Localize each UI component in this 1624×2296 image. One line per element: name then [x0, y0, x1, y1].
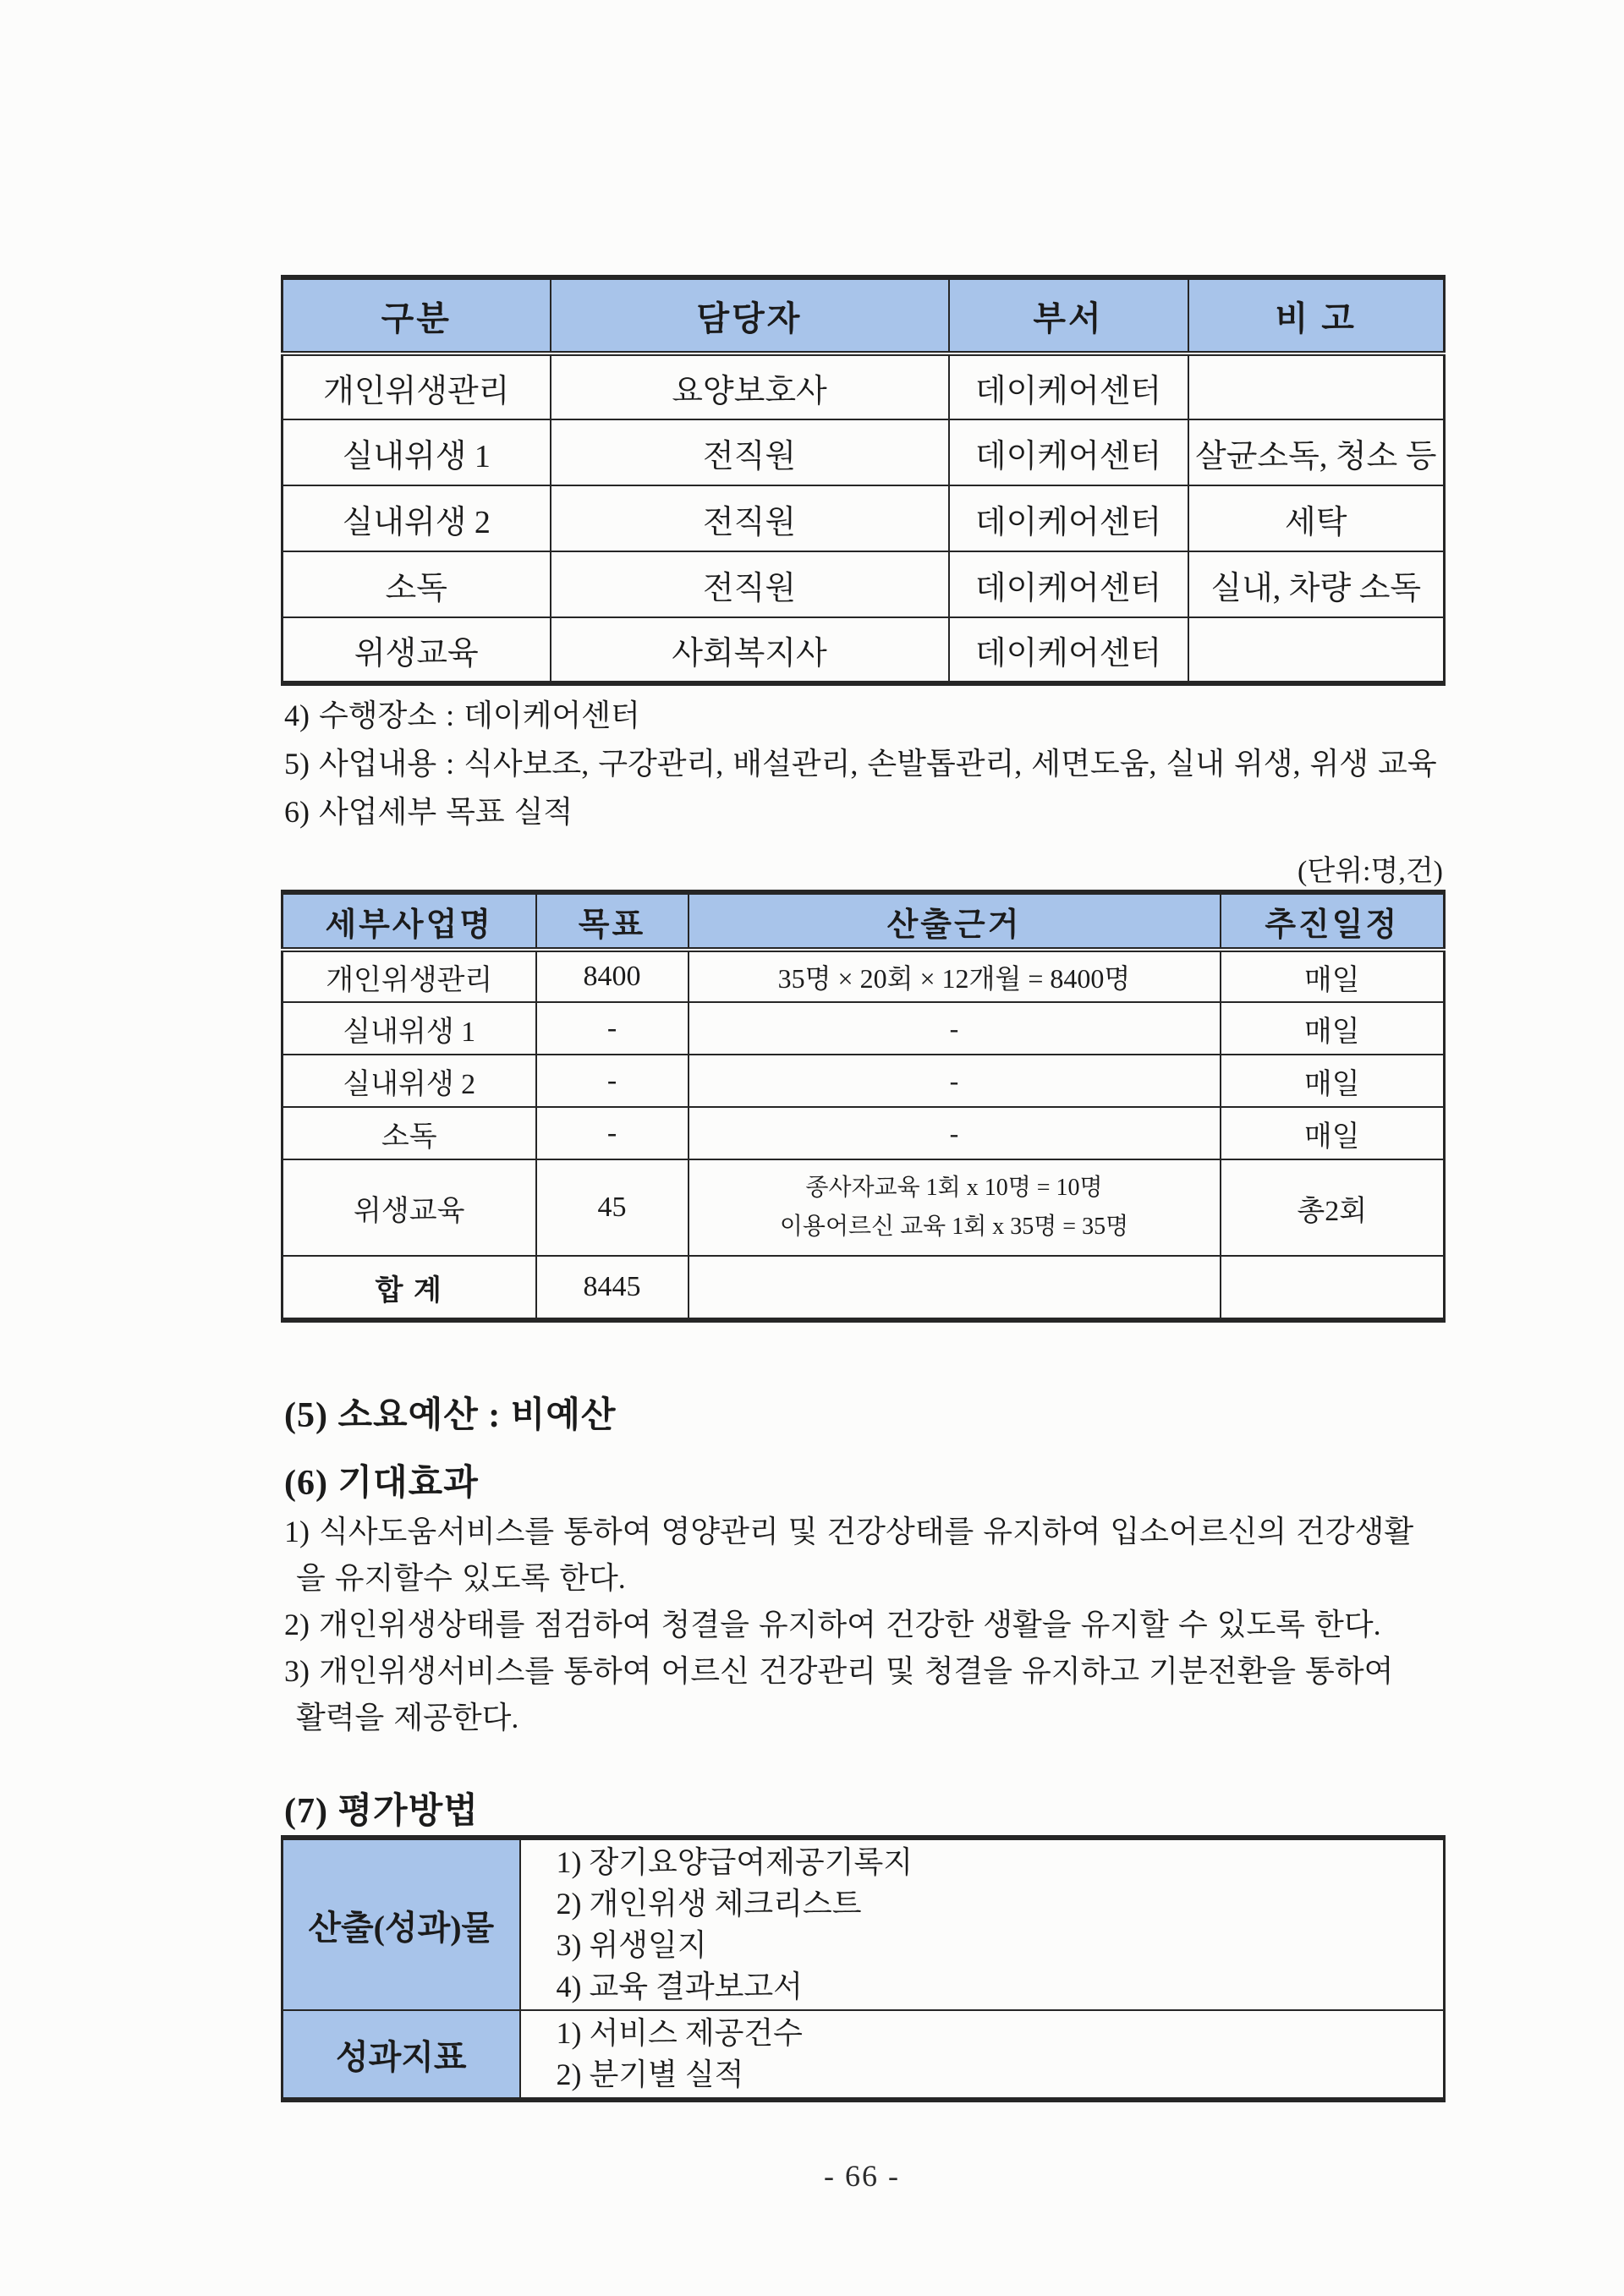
- col-header-remarks: 비 고: [1188, 277, 1445, 353]
- table-row-total: [283, 1256, 1445, 1320]
- goal-performance-table: [281, 890, 1446, 1323]
- col-header-schedule: 추진일정: [1221, 892, 1445, 950]
- table-cell-basis: -: [689, 1002, 1221, 1055]
- table-cell-basis: 35명 × 20회 × 12개월 = 8400명: [689, 950, 1221, 1002]
- table-cell: 소독: [283, 1107, 536, 1159]
- table-row: [283, 1107, 1445, 1159]
- col-header-subprogram: 세부사업명: [283, 892, 536, 950]
- table-cell: 위생교육: [283, 1159, 536, 1256]
- table-cell: 데이케어센터: [949, 617, 1188, 683]
- table-cell: 살균소독, 청소 등: [1188, 419, 1445, 485]
- evaluation-method-table: [281, 1835, 1446, 2102]
- table-row: [283, 1002, 1445, 1055]
- table-cell: [1188, 353, 1445, 419]
- table-cell: 8400: [536, 950, 689, 1002]
- table-cell: 실내, 차량 소독: [1188, 551, 1445, 617]
- table-cell-indicators-label: 성과지표: [283, 2010, 520, 2100]
- notes-list: [284, 692, 1485, 836]
- table-cell-basis: -: [689, 1107, 1221, 1159]
- table-cell: 사회복지사: [551, 617, 949, 683]
- table-row: [283, 419, 1445, 485]
- table-cell: 매일: [1221, 950, 1445, 1002]
- item-line: 3) 위생일지: [556, 1928, 707, 1962]
- table-cell-indicators-items: [520, 2010, 1445, 2100]
- table-cell: -: [536, 1002, 689, 1055]
- table-cell-basis: -: [689, 1055, 1221, 1107]
- table-row-indicators: [283, 2010, 1445, 2100]
- paragraph-line: 3) 개인위생서비스를 통하여 어르신 건강관리 및 청결을 유지하고 기분전환을 통하여: [284, 1654, 1394, 1688]
- section-evaluation-title: (7) 평가방법: [284, 1792, 479, 1831]
- item-line: 4) 교육 결과보고서: [556, 1970, 803, 2003]
- section-effects-title: (6) 기대효과: [284, 1464, 479, 1503]
- table-cell: [1188, 617, 1445, 683]
- table-cell-outputs-items: [520, 1838, 1445, 2010]
- table-cell: 실내위생 1: [283, 1002, 536, 1055]
- paragraph-line: 활력을 제공한다.: [296, 1701, 519, 1734]
- table-cell-total-label: 합 계: [283, 1256, 536, 1320]
- paragraph-line: 2) 개인위생상태를 점검하여 청결을 유지하여 건강한 생활을 유지할 수 있도록 한다.: [284, 1608, 1381, 1641]
- table-cell: 전직원: [551, 485, 949, 551]
- table-header-row: [283, 277, 1445, 353]
- table-cell: 데이케어센터: [949, 551, 1188, 617]
- table-cell: 요양보호사: [551, 353, 949, 419]
- table-row: [283, 1159, 1445, 1256]
- table-cell: 데이케어센터: [949, 485, 1188, 551]
- table-cell: 데이케어센터: [949, 419, 1188, 485]
- basis-line: 종사자교육 1회 x 10명 = 10명: [805, 1175, 1103, 1201]
- section-budget-title: (5) 소요예산 : 비예산: [284, 1396, 617, 1435]
- paragraph-line: 1) 식사도움서비스를 통하여 영양관리 및 건강상태를 유지하여 입소어르신의 건강생활: [284, 1515, 1414, 1548]
- table-cell: 위생교육: [283, 617, 551, 683]
- table-header-row: [283, 892, 1445, 950]
- unit-note: (단위:명,건): [1298, 856, 1443, 887]
- table-row-outputs: [283, 1838, 1445, 2010]
- table-row: [283, 485, 1445, 551]
- table-row: [283, 1055, 1445, 1107]
- table-cell: [1221, 1256, 1445, 1320]
- table-cell: 데이케어센터: [949, 353, 1188, 419]
- note-line-goals: 6) 사업세부 목표 실적: [284, 795, 573, 829]
- table-cell: 소독: [283, 551, 551, 617]
- col-header-target: 목표: [536, 892, 689, 950]
- table-row: [283, 950, 1445, 1002]
- table-cell: 45: [536, 1159, 689, 1256]
- table-row: [283, 551, 1445, 617]
- note-line-location: 4) 수행장소 : 데이케어센터: [284, 699, 640, 732]
- table-cell: 실내위생 1: [283, 419, 551, 485]
- table-cell-outputs-label: 산출(성과)물: [283, 1838, 520, 2010]
- table-cell: 총2회: [1221, 1159, 1445, 1256]
- paragraph-line: 을 유지할수 있도록 한다.: [296, 1561, 626, 1595]
- table-row: [283, 353, 1445, 419]
- col-header-category: 구분: [283, 277, 551, 353]
- table-cell: 매일: [1221, 1002, 1445, 1055]
- table-cell: 세탁: [1188, 485, 1445, 551]
- item-line: 2) 분기별 실적: [556, 2058, 744, 2091]
- table-cell: 매일: [1221, 1055, 1445, 1107]
- table-cell: -: [536, 1107, 689, 1159]
- table-cell: 전직원: [551, 419, 949, 485]
- note-line-contents: 5) 사업내용 : 식사보조, 구강관리, 배설관리, 손발톱관리, 세면도움, 실내 위생, 위생 교육: [284, 747, 1437, 781]
- item-line: 1) 장기요양급여제공기록지: [556, 1845, 914, 1879]
- table-cell: 실내위생 2: [283, 485, 551, 551]
- table-cell: 실내위생 2: [283, 1055, 536, 1107]
- table-cell: [689, 1256, 1221, 1320]
- table-cell: -: [536, 1055, 689, 1107]
- item-line: 2) 개인위생 체크리스트: [556, 1887, 862, 1921]
- table-cell-total-value: 8445: [536, 1256, 689, 1320]
- table-row: [283, 617, 1445, 683]
- col-header-basis: 산출근거: [689, 892, 1221, 950]
- table-cell: 개인위생관리: [283, 353, 551, 419]
- page-number: - 66 -: [824, 2159, 900, 2193]
- table-cell: 개인위생관리: [283, 950, 536, 1002]
- staff-assignment-table: [281, 275, 1446, 686]
- table-cell: 전직원: [551, 551, 949, 617]
- table-cell-basis: [689, 1159, 1221, 1256]
- col-header-person: 담당자: [551, 277, 949, 353]
- section-effects-paragraph: [284, 1509, 1485, 1741]
- col-header-department: 부서: [949, 277, 1188, 353]
- table-cell: 매일: [1221, 1107, 1445, 1159]
- item-line: 1) 서비스 제공건수: [556, 2016, 803, 2050]
- basis-line: 이용어르신 교육 1회 x 35명 = 35명: [779, 1214, 1129, 1240]
